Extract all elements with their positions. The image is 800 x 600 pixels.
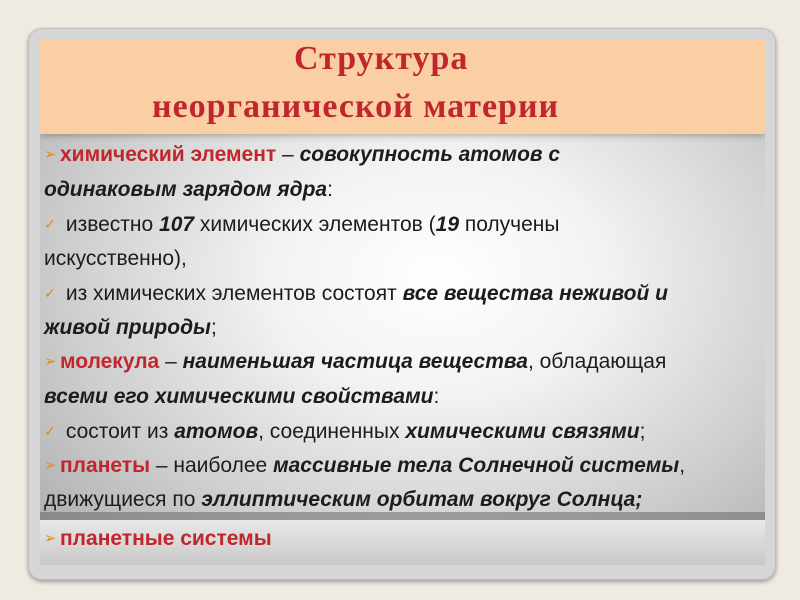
body-text: – наиболее bbox=[150, 453, 274, 477]
bullet-line bbox=[40, 449, 765, 484]
bullet-line bbox=[40, 276, 765, 311]
body-text: получены bbox=[459, 213, 560, 236]
body-text: движущиеся по bbox=[44, 488, 202, 511]
slide-title-line2: неорганической материи bbox=[152, 88, 560, 125]
body-text: искусственно), bbox=[44, 246, 187, 270]
emphasis-text: атомов bbox=[174, 420, 259, 443]
arrow-bullet-icon: ➢ bbox=[44, 456, 57, 474]
check-bullet-icon: ✓ bbox=[44, 423, 56, 439]
check-bullet-icon: ✓ bbox=[44, 285, 56, 301]
term-planets: планеты bbox=[60, 453, 151, 477]
definition-text: одинаковым зарядом ядра bbox=[44, 177, 328, 201]
emphasis-text: эллиптическим орбитам вокруг Солнца; bbox=[201, 488, 643, 511]
definition-text: всеми его химическими свойствами bbox=[44, 384, 434, 408]
body-text: , обладающая bbox=[527, 350, 667, 373]
dash: – bbox=[159, 350, 183, 373]
definition-text: совокупность атомов с bbox=[299, 143, 561, 166]
punctuation: ; bbox=[211, 315, 217, 339]
bullet-line bbox=[44, 522, 272, 556]
body-text: , соединенных bbox=[258, 420, 406, 443]
body-text: из химических элементов состоят bbox=[60, 282, 403, 305]
text-line bbox=[40, 311, 765, 346]
body-text: известно bbox=[60, 213, 160, 236]
text-line bbox=[40, 173, 765, 208]
arrow-bullet-icon: ➢ bbox=[44, 353, 57, 370]
slide-title-line1: Структура bbox=[294, 40, 469, 77]
artificial-count: 19 bbox=[435, 213, 459, 236]
dash: – bbox=[276, 143, 300, 166]
bullet-line bbox=[40, 345, 765, 380]
term-chemical-element: химический элемент bbox=[60, 143, 277, 166]
emphasis-text: химическими связями bbox=[405, 420, 640, 443]
arrow-bullet-icon: ➢ bbox=[44, 146, 57, 163]
punctuation: : bbox=[433, 384, 440, 408]
term-molecule: молекула bbox=[60, 350, 160, 373]
bullet-line bbox=[40, 414, 765, 449]
check-bullet-icon: ✓ bbox=[44, 216, 56, 232]
definition-text: наименьшая частица вещества bbox=[182, 350, 528, 373]
text-line bbox=[40, 242, 765, 277]
body-text: химических элементов ( bbox=[194, 213, 436, 236]
slide-body bbox=[40, 138, 765, 518]
punctuation: , bbox=[679, 453, 686, 477]
term-planetary-systems: планетные системы bbox=[60, 527, 272, 550]
punctuation: ; bbox=[639, 420, 646, 443]
bullet-line bbox=[40, 207, 765, 242]
body-text: состоит из bbox=[60, 420, 175, 443]
divider bbox=[40, 512, 765, 520]
title-box bbox=[40, 40, 765, 134]
punctuation: : bbox=[327, 177, 333, 201]
emphasis-text: все вещества неживой и bbox=[402, 282, 668, 305]
bullet-line bbox=[40, 138, 765, 173]
arrow-bullet-icon: ➢ bbox=[44, 530, 57, 547]
text-line bbox=[40, 380, 765, 415]
emphasis-text: живой природы bbox=[44, 315, 211, 339]
slide bbox=[40, 40, 765, 565]
emphasis-text: массивные тела Солнечной системы bbox=[273, 453, 680, 477]
element-count: 107 bbox=[159, 213, 195, 236]
